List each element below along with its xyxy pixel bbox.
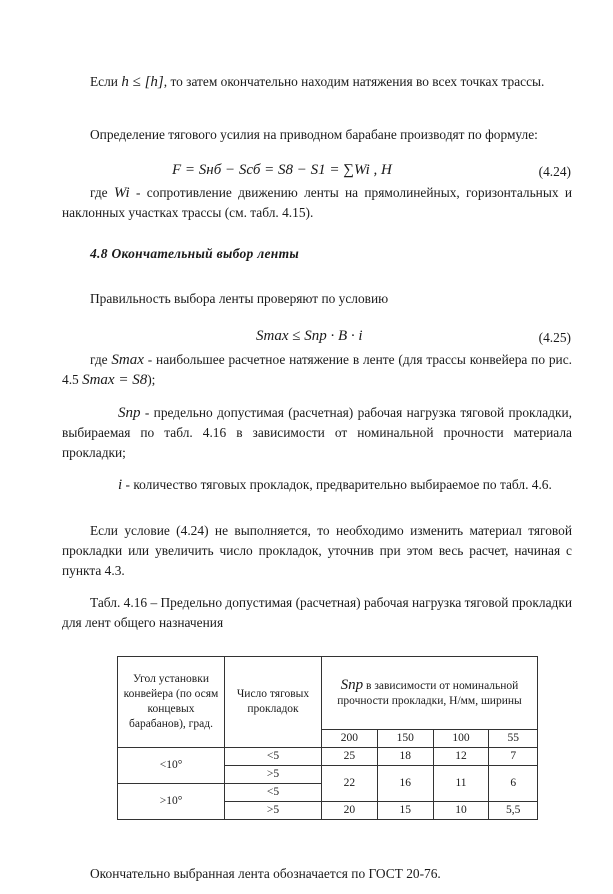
value-cell: 7 [489, 748, 538, 766]
formula-4-25: Smax ≤ Sпр · B · i [256, 328, 363, 344]
equation-number-4-24: (4.24) [538, 164, 571, 179]
paragraph-smax: где Smax - наибольшее расчетное натяжение в ленте (для трассы конвейера по рис. 4.5 Smax = S8); [62, 352, 572, 388]
value-cell: 12 [433, 748, 489, 766]
value-cell: 15 [377, 802, 433, 820]
value-cell: 10 [433, 802, 489, 820]
header-load: Sпр в зависимости от номинальной прочности прокладки, Н/мм, ширины [322, 657, 538, 730]
count-cell: >5 [225, 766, 322, 784]
load-table [117, 656, 538, 820]
paragraph-plies: i - количество тяговых прокладок, предварительно выбираемое по табл. 4.6. [118, 477, 552, 493]
value-cell: 6 [489, 766, 538, 802]
value-cell: 25 [322, 748, 378, 766]
table-caption: Табл. 4.16 – Предельно допустимая (расчетная) рабочая нагрузка тяговой прокладки для лент общего назначения [62, 595, 572, 630]
value-cell: 18 [377, 748, 433, 766]
angle-greater-10: >10° [118, 784, 225, 820]
paragraph-intro: Если h ≤ [h], то затем окончательно находим натяжения во всех точках трассы. [90, 74, 545, 90]
paragraph-spr: Sпр - предельно допустимая (расчетная) рабочая нагрузка тяговой прокладки, выбираемая по табл. 4.16 в зависимости от номинальной прочности материала прокладки; [62, 405, 572, 460]
width-55: 55 [489, 730, 538, 748]
width-100: 100 [433, 730, 489, 748]
value-cell: 5,5 [489, 802, 538, 820]
angle-less-10: <10° [118, 748, 225, 784]
formula-4-24: F = Sнб − Sсб = S8 − S1 = ∑Wi , Н [172, 162, 392, 178]
section-heading: 4.8 Окончательный выбор ленты [90, 246, 300, 261]
value-cell: 11 [433, 766, 489, 802]
paragraph-check: Правильность выбора ленты проверяют по условию [90, 291, 389, 306]
value-cell: 22 [322, 766, 378, 802]
paragraph-traction: Определение тягового усилия на приводном барабане производят по формуле: [90, 127, 538, 142]
header-angle: Угол установки конвейера (по осям концевых барабанов), град. [118, 657, 225, 748]
value-cell: 16 [377, 766, 433, 802]
count-cell: <5 [225, 784, 322, 802]
value-cell: 20 [322, 802, 378, 820]
equation-number-4-25: (4.25) [538, 330, 571, 345]
count-cell: <5 [225, 748, 322, 766]
paragraph-condition: Если условие (4.24) не выполняется, то необходимо изменить материал тяговой прокладки или увеличить число прокладок, уточнив при этом весь расчет, начиная с пункта 4.3. [62, 523, 572, 578]
width-150: 150 [377, 730, 433, 748]
final-note: Окончательно выбранная лента обозначается по ГОСТ 20-76. [90, 866, 441, 881]
paragraph-resistance: где Wi - сопротивление движению ленты на прямолинейных, горизонтальных и наклонных участках трассы (см. табл. 4.15). [62, 185, 572, 220]
width-200: 200 [322, 730, 378, 748]
header-ply-count: Число тяговых прокладок [225, 657, 322, 748]
count-cell: >5 [225, 802, 322, 820]
